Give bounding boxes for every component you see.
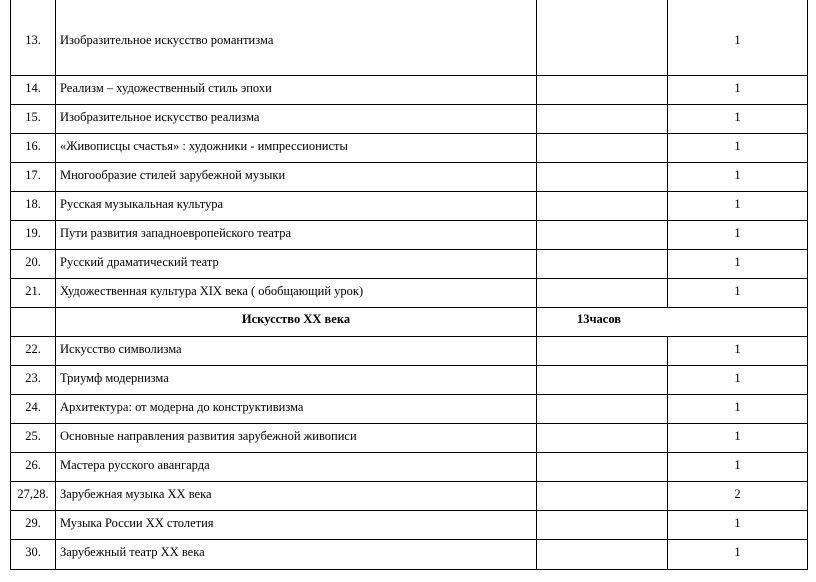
section-hours: 13часов [537, 308, 808, 337]
lesson-hours: 1 [668, 134, 808, 163]
hours-cell [537, 482, 668, 511]
hours-cell [537, 221, 668, 250]
lesson-number: 23. [11, 366, 56, 395]
lesson-number: 22. [11, 337, 56, 366]
table-row [11, 134, 808, 163]
lesson-title: Триумф модернизма [56, 366, 537, 395]
lesson-title: Русский драматический театр [56, 250, 537, 279]
lesson-title: Архитектура: от модерна до конструктивизма [56, 395, 537, 424]
lesson-number: 17. [11, 163, 56, 192]
table-row [11, 76, 808, 105]
hours-cell [537, 163, 668, 192]
lesson-title: Пути развития западноевропейского театра [56, 221, 537, 250]
lesson-number: 15. [11, 105, 56, 134]
hours-cell [537, 395, 668, 424]
table-row [11, 395, 808, 424]
lesson-hours: 1 [668, 453, 808, 482]
curriculum-table [10, 0, 808, 570]
lesson-title: Изобразительное искусство романтизма [56, 0, 537, 76]
lesson-number: 21. [11, 279, 56, 308]
lesson-number: 27,28. [11, 482, 56, 511]
lesson-number: 14. [11, 76, 56, 105]
table-row [11, 192, 808, 221]
table-row [11, 540, 808, 570]
lesson-hours: 1 [668, 163, 808, 192]
hours-cell [537, 250, 668, 279]
hours-cell [537, 0, 668, 76]
lesson-hours: 1 [668, 424, 808, 453]
hours-cell [537, 134, 668, 163]
table-row [11, 482, 808, 511]
hours-cell [537, 424, 668, 453]
table-row [11, 337, 808, 366]
table-row [11, 105, 808, 134]
table-row [11, 0, 808, 76]
lesson-number: 26. [11, 453, 56, 482]
lesson-number: 13. [11, 0, 56, 76]
hours-cell [537, 192, 668, 221]
lesson-title: Мастера русского авангарда [56, 453, 537, 482]
lesson-hours: 1 [668, 366, 808, 395]
hours-cell [537, 540, 668, 570]
section-title: Искусство ХХ века [56, 308, 537, 337]
lesson-title: Зарубежный театр ХХ века [56, 540, 537, 570]
hours-cell [537, 76, 668, 105]
section-header-row [11, 308, 808, 337]
hours-cell [537, 279, 668, 308]
lesson-hours: 1 [668, 395, 808, 424]
table-row [11, 511, 808, 540]
lesson-hours: 1 [668, 192, 808, 221]
hours-cell [537, 366, 668, 395]
lesson-title: Многообразие стилей зарубежной музыки [56, 163, 537, 192]
section-number-cell [11, 308, 56, 337]
lesson-number: 18. [11, 192, 56, 221]
lesson-number: 20. [11, 250, 56, 279]
lesson-hours: 1 [668, 76, 808, 105]
lesson-number: 19. [11, 221, 56, 250]
table-row [11, 453, 808, 482]
lesson-title: Музыка России ХХ столетия [56, 511, 537, 540]
lesson-number: 24. [11, 395, 56, 424]
lesson-title: Искусство символизма [56, 337, 537, 366]
lesson-hours: 1 [668, 0, 808, 76]
lesson-hours: 1 [668, 105, 808, 134]
table-row [11, 221, 808, 250]
lesson-hours: 2 [668, 482, 808, 511]
lesson-title: Зарубежная музыка ХХ века [56, 482, 537, 511]
lesson-hours: 1 [668, 279, 808, 308]
lesson-title: Русская музыкальная культура [56, 192, 537, 221]
lesson-hours: 1 [668, 250, 808, 279]
lesson-number: 30. [11, 540, 56, 570]
hours-cell [537, 511, 668, 540]
lesson-title: Основные направления развития зарубежной живописи [56, 424, 537, 453]
table-row [11, 279, 808, 308]
lesson-number: 29. [11, 511, 56, 540]
lesson-title: Изобразительное искусство реализма [56, 105, 537, 134]
lesson-hours: 1 [668, 221, 808, 250]
hours-cell [537, 105, 668, 134]
hours-cell [537, 337, 668, 366]
lesson-title: «Живописцы счастья» : художники - импрессионисты [56, 134, 537, 163]
table-row [11, 163, 808, 192]
lesson-hours: 1 [668, 337, 808, 366]
lesson-number: 16. [11, 134, 56, 163]
hours-cell [537, 453, 668, 482]
lesson-number: 25. [11, 424, 56, 453]
table-row [11, 366, 808, 395]
lesson-title: Реализм – художественный стиль эпохи [56, 76, 537, 105]
table-row [11, 250, 808, 279]
lesson-hours: 1 [668, 540, 808, 570]
lesson-hours: 1 [668, 511, 808, 540]
table-row [11, 424, 808, 453]
lesson-title: Художественная культура XIX века ( обобщающий урок) [56, 279, 537, 308]
